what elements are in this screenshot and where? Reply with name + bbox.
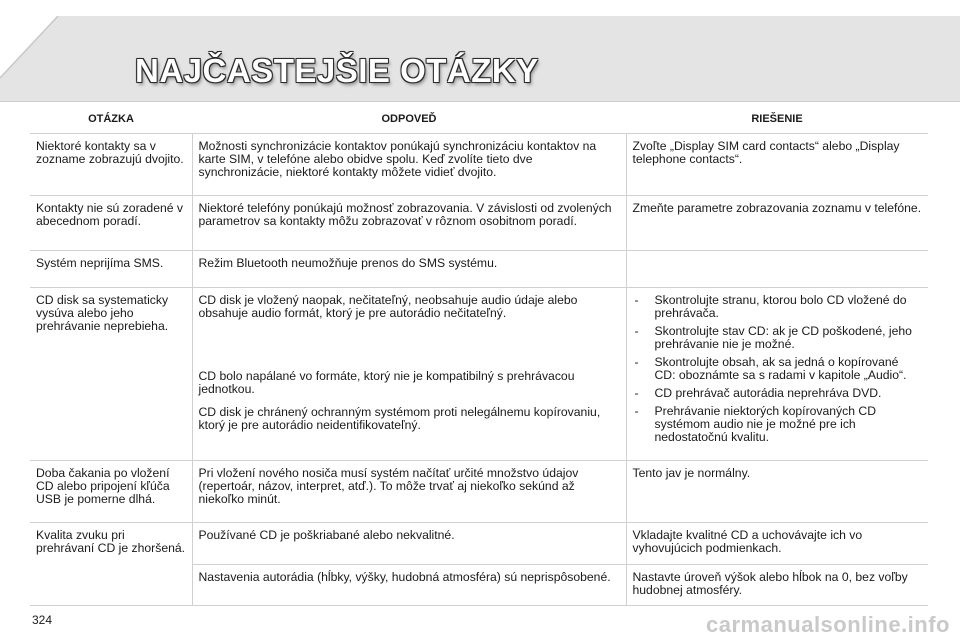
answer-cell: [192, 565, 626, 606]
question-cell: CD disk sa systematicky vysúva alebo jeho prehrávanie neprebieha.: [30, 288, 192, 461]
solution-cell: Zvoľte „Display SIM card contacts“ alebo „Display telephone contacts“.: [626, 134, 928, 196]
answer-text: CD disk je chránený ochranným systémom proti nelegálnemu kopírovaniu, ktorý je pre autorádio neidentifikovateľný.: [198, 405, 601, 432]
solution-cell: Zmeňte parametre zobrazovania zoznamu v telefóne.: [626, 196, 928, 251]
table-row: [30, 461, 928, 523]
answer-text: Niektoré telefóny ponúkajú možnosť zobrazovania. V závislosti od zvolených parametrov sa kontakty môžu zobrazovať v rôznom osobitnom poradí.: [198, 201, 612, 228]
solution-cell: Vkladajte kvalitné CD a uchovávajte ich vo vyhovujúcich podmienkach.: [626, 523, 928, 565]
list-item: - Skontrolujte stav CD: ak je CD poškodené, jeho prehrávanie nie je možné.: [633, 325, 923, 351]
page-number: 324: [32, 613, 53, 627]
answer-cell: [192, 196, 626, 251]
solution-cell: Nastavte úroveň výšok alebo hĺbok na 0, bez voľby hudobnej atmosféry.: [626, 565, 928, 606]
solution-cell: [626, 251, 928, 288]
question-cell: Kvalita zvuku pri prehrávaní CD je zhoršená.: [30, 523, 192, 606]
question-cell: Systém neprijíma SMS.: [30, 251, 192, 288]
answer-cell: [192, 251, 626, 288]
answer-cell: [192, 288, 626, 461]
table-row: [30, 251, 928, 288]
faq-table: [30, 105, 928, 606]
answer-text: CD bolo napálané vo formáte, ktorý nie je kompatibilný s prehrávacou jednotkou.: [198, 369, 575, 396]
answer-cell: [192, 461, 626, 523]
solution-cell: Tento jav je normálny.: [626, 461, 928, 523]
answer-text: Pri vložení nového nosiča musí systém načítať určité množstvo údajov (repertoár, názov, interpret, atď.). To môže trvať aj niekoľko sekúnd až niekoľko minút.: [198, 466, 579, 506]
table-row: [30, 196, 928, 251]
list-item: - CD prehrávač autorádia neprehráva DVD.: [633, 387, 923, 400]
header-solution: RIEŠENIE: [626, 105, 928, 134]
watermark: carmanualsonline.info: [706, 612, 950, 637]
table-row: [30, 134, 928, 196]
answer-text: Používané CD je poškriabané alebo nekvalitné.: [198, 528, 455, 542]
header-question: OTÁZKA: [30, 105, 192, 134]
list-item: - Skontrolujte stranu, ktorou bolo CD vložené do prehrávača.: [633, 294, 923, 320]
answer-text: CD disk je vložený naopak, nečitateľný, neobsahuje audio údaje alebo obsahuje audio formát, ktorý je pre autorádio nečitateľný.: [198, 293, 578, 320]
answer-text: Nastavenia autorádia (hĺbky, výšky, hudobná atmosféra) sú neprispôsobené.: [198, 570, 611, 584]
answer-cell: [192, 523, 626, 565]
answer-text: Možnosti synchronizácie kontaktov ponúkajú synchronizáciu kontaktov na karte SIM, v telefóne alebo obidve spolu. Keď zvolíte tieto dve synchronizácie, niektoré kontakty môžete vidieť dvojito.: [198, 139, 597, 179]
table-row: [30, 523, 928, 565]
table-row: [30, 288, 928, 461]
question-cell: Kontakty nie sú zoradené v abecednom poradí.: [30, 196, 192, 251]
answer-cell: [192, 134, 626, 196]
page-title: NAJČASTEJŠIE OTÁZKY: [135, 52, 539, 89]
solution-cell: [626, 288, 928, 461]
list-item: - Skontrolujte obsah, ak sa jedná o kopírované CD: oboznámte sa s radami v kapitole „Audio“.: [633, 356, 923, 382]
question-cell: Doba čakania po vložení CD alebo pripojení kľúča USB je pomerne dlhá.: [30, 461, 192, 523]
solution-list: [633, 294, 923, 444]
header-answer: ODPOVEĎ: [192, 105, 626, 134]
question-cell: Niektoré kontakty sa v zozname zobrazujú dvojito.: [30, 134, 192, 196]
table-header-row: [30, 105, 928, 134]
answer-text: Režim Bluetooth neumožňuje prenos do SMS systému.: [198, 256, 498, 270]
list-item: - Prehrávanie niektorých kopírovaných CD systémom audio nie je možné pre ich nedostatočnú kvalitu.: [633, 405, 923, 444]
